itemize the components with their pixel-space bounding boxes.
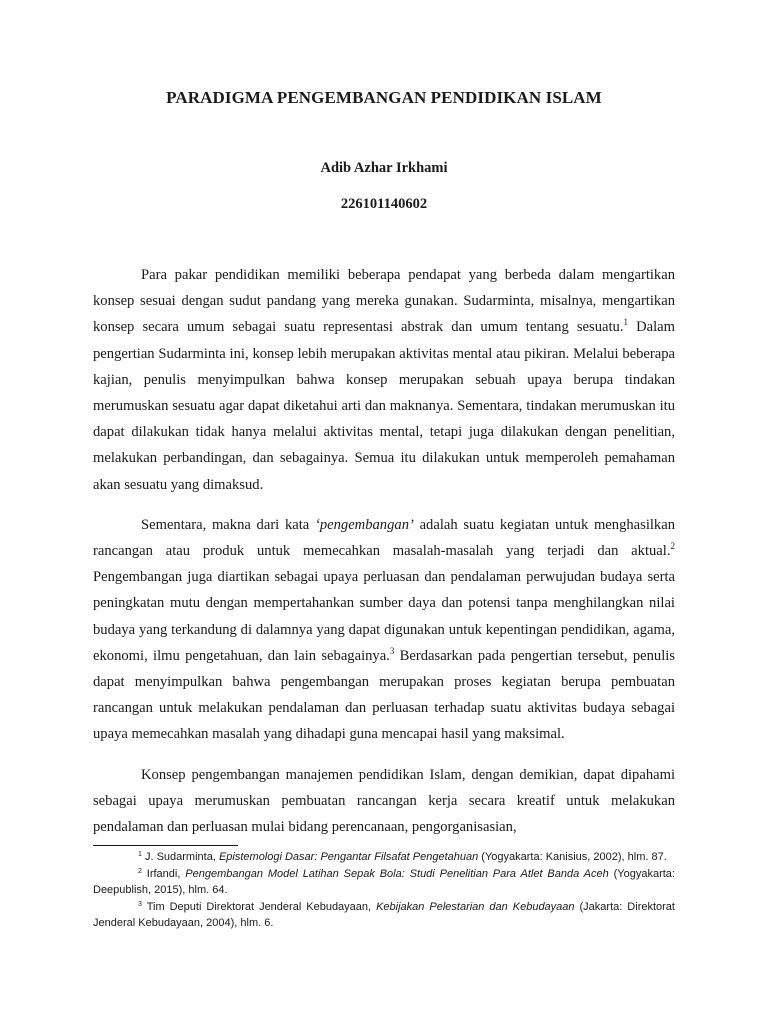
paragraph-text: Konsep pengembangan manajemen pendidikan Islam, dengan demikian, dapat dipahami sebagai upaya merumuskan pembuatan rancangan kerja secara kreatif untuk melakukan pendalaman dan perluasan mulai bidang perencanaan, pengorganisasian,: [93, 766, 675, 836]
footnote-text: J. Sudarminta,: [141, 851, 219, 863]
footnote-title: Epistemologi Dasar: Pengantar Filsafat Pengetahuan: [218, 851, 479, 863]
footnote-text: (Yogyakarta: Deepublish, 2015), hlm. 64.: [93, 867, 675, 897]
footnote-number: 2: [138, 867, 142, 875]
footnote-3: [93, 899, 675, 932]
footnote-text: (Yogyakarta: Kanisius, 2002), hlm. 87.: [478, 851, 667, 863]
footnote-ref-3: 3: [389, 645, 395, 656]
paragraph-text: Dalam pengertian Sudarminta ini, konsep lebih merupakan aktivitas mental atau pikiran. Melalui beberapa kajian, penulis menyimpulkan bahwa konsep merupakan sebuah upaya berupa tindakan merumuskan sesuatu agar dapat diketahui arti dan maknanya. Sementara, tindakan merumuskan itu dapat dilakukan tidak hanya melalui aktivitas mental, tetapi juga dilakukan dengan penelitian, melakukan perbandingan, dan sebagainya. Semua itu dilakukan untuk memperoleh pemahaman akan sesuatu yang dimaksud.: [93, 319, 675, 493]
document-title: PARADIGMA PENGEMBANGAN PENDIDIKAN ISLAM: [166, 88, 602, 107]
paragraph-text: Pengembangan juga diartikan sebagai upaya perluasan dan pendalaman perwujudan budaya serta peningkatan mutu dengan mempertahankan sumber daya dan potensi tanpa menghilangkan nilai budaya yang terkandung di dalamnya yang dapat digunakan untuk kepentingan pendidikan, agama, ekonomi, ilmu pengetahuan, dan lain sebagainya.: [93, 569, 675, 664]
paragraph-text: Sementara, makna dari kata: [141, 516, 315, 533]
footnote-text: (Jakarta: Direktorat Jenderal Kebudayaan, 2004), hlm. 6.: [93, 900, 675, 930]
footnote-number: 3: [138, 900, 142, 908]
paragraph-3: [93, 762, 675, 841]
italic-term: ‘pengembangan’: [314, 516, 414, 533]
paragraph-text: Para pakar pendidikan memiliki beberapa pendapat yang berbeda dalam mengartikan konsep sesuai dengan sudut pandang yang mereka gunakan. Sudarminta, misalnya, mengartikan konsep secara umum sebagai suatu representasi abstrak dan umum tentang sesuatu.: [93, 267, 675, 336]
paragraph-text: Berdasarkan pada pengertian tersebut, penulis dapat menyimpulkan bahwa pengembangan merupakan proses kegiatan berupa pembuatan rancangan untuk melakukan pendalaman dan perluasan terhadap suatu aktivitas budaya sebagai upaya memecahkan masalah yang dihadapi guna mencapai hasil yang maksimal.: [93, 647, 675, 743]
document-body: [93, 262, 675, 840]
footnote-text: Irfandi,: [141, 867, 186, 880]
footnote-ref-1: 1: [623, 317, 628, 328]
paragraph-2: [93, 512, 675, 748]
footnote-ref-2: 2: [670, 541, 675, 552]
student-id: 226101140602: [340, 196, 428, 212]
author-name: Adib Azhar Irkhami: [320, 160, 448, 176]
footnote-separator: [93, 845, 238, 846]
footnote-title: Kebijakan Pelestarian dan Kebudayaan: [376, 900, 575, 913]
footnotes: [93, 849, 675, 932]
footnote-title: Pengembangan Model Latihan Sepak Bola: Studi Penelitian Para Atlet Banda Aceh: [185, 867, 609, 880]
footnote-text: Tim Deputi Direktorat Jenderal Kebudayaan,: [141, 900, 377, 913]
footnote-number: 1: [138, 851, 142, 858]
footnote-2: [93, 866, 675, 899]
paragraph-text: adalah suatu kegiatan untuk menghasilkan rancangan atau produk untuk memecahkan masalah-masalah yang terjadi dan aktual.: [93, 516, 676, 560]
paragraph-1: [93, 262, 675, 498]
footnote-1: [93, 849, 675, 866]
